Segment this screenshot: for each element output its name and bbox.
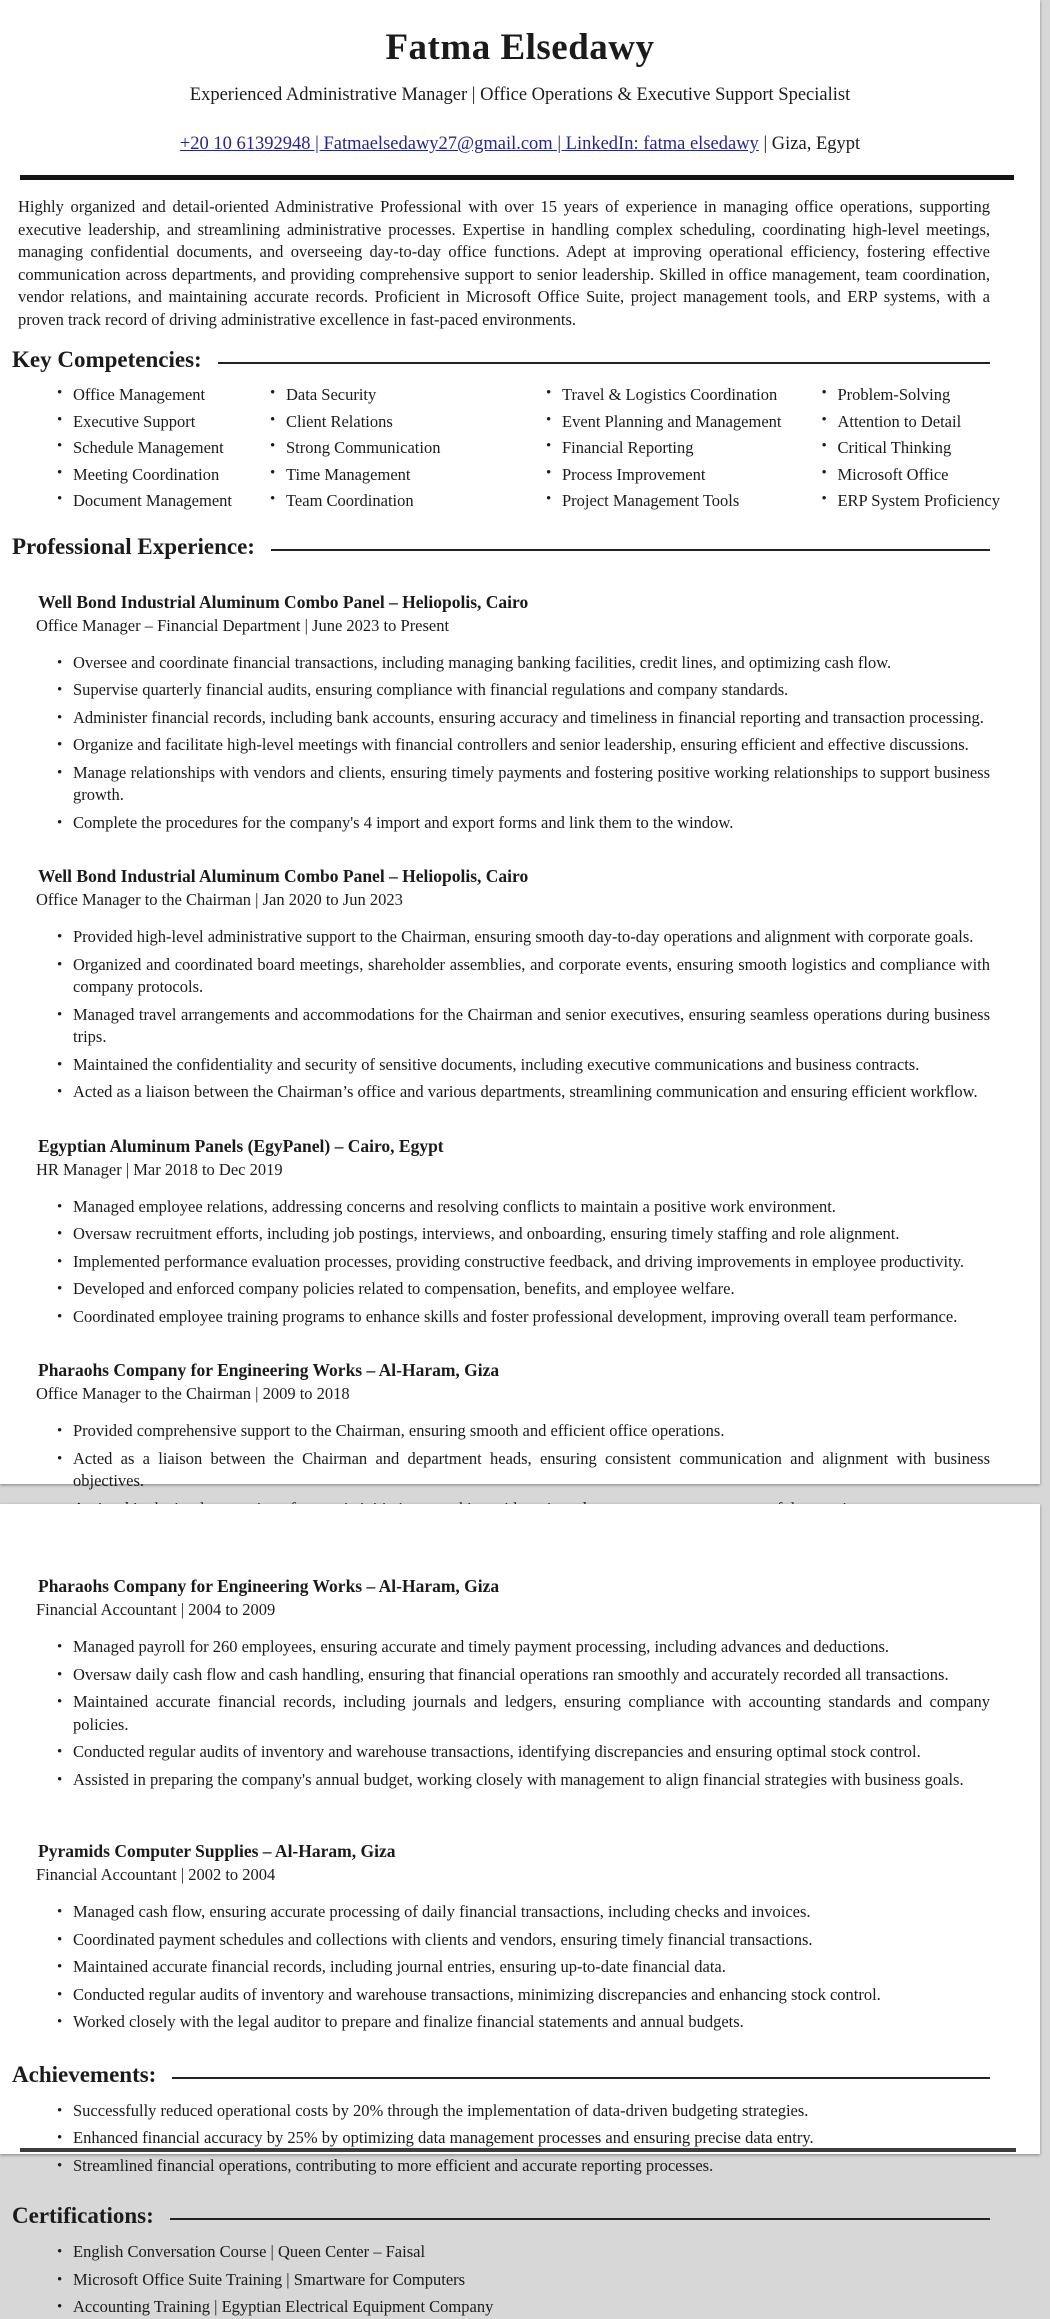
competency-label: Data Security bbox=[286, 385, 377, 404]
competency-item bbox=[270, 412, 546, 432]
competency-label: Project Management Tools bbox=[562, 491, 740, 510]
job-entry bbox=[0, 1576, 1040, 1791]
job-bullet bbox=[57, 734, 990, 757]
bullet-icon: • bbox=[57, 1639, 63, 1655]
bullet-icon: • bbox=[546, 491, 552, 507]
competency-label: Schedule Management bbox=[73, 438, 224, 457]
job-bullet bbox=[57, 1223, 990, 1246]
section-title: Key Competencies: bbox=[12, 347, 202, 372]
competency-label: Travel & Logistics Coordination bbox=[562, 385, 778, 404]
certification-text: Microsoft Office Suite Training | Smartware for Computers bbox=[73, 2269, 466, 2289]
job-company: Pharaohs Company for Engineering Works – Al-Haram, Giza bbox=[38, 1576, 500, 1596]
job-role-dates: HR Manager | Mar 2018 to Dec 2019 bbox=[36, 1159, 283, 1179]
bullet-icon: • bbox=[57, 814, 63, 831]
bullet-icon: • bbox=[57, 2130, 63, 2146]
competency-label: Strong Communication bbox=[286, 438, 441, 457]
job-company: Well Bond Industrial Aluminum Combo Panel – Heliopolis, Cairo bbox=[38, 591, 529, 612]
bullet-icon: • bbox=[57, 654, 63, 671]
bullet-icon: • bbox=[546, 438, 552, 454]
bullet-icon: • bbox=[57, 1959, 63, 1975]
competency-item bbox=[57, 465, 270, 485]
job-bullet-text: Managed employee relations, addressing concerns and resolving conflicts to maintain a positive work environment. bbox=[73, 1196, 836, 1216]
achievement-item bbox=[57, 2100, 990, 2123]
contact-links[interactable]: +20 10 61392948 | Fatmaelsedawy27@gmail.com | LinkedIn: fatma elsedawy bbox=[179, 134, 759, 154]
bullet-icon: • bbox=[821, 464, 827, 481]
competency-label: Client Relations bbox=[286, 411, 393, 431]
competency-label: Microsoft Office bbox=[837, 464, 949, 484]
competency-label: Meeting Coordination bbox=[73, 464, 220, 484]
professional-summary: Highly organized and detail-oriented Administrative Professional with over 15 years of experience in managing office operations, supporting executive leadership, and streamlining administrative processes. Expertise in handling complex scheduling, coordinating high-level meetings, managing confidential documents, and overseeing day-to-day office functions. Adept at improving operational efficiency, fostering effective communication across departments, and providing comprehensive support to senior leadership. Skilled in office management, team coordination, vendor relations, and maintaining accurate records. Proficient in Microsoft Office Suite, project management tools, and ERP systems, with a proven track record of driving administrative excellence in fast-paced environments. bbox=[18, 197, 990, 329]
candidate-name: Fatma Elsedawy bbox=[385, 27, 655, 68]
achievement-item bbox=[57, 2155, 990, 2178]
section-rule bbox=[271, 549, 990, 551]
competencies-grid bbox=[57, 385, 1000, 518]
competency-item bbox=[546, 491, 821, 511]
experience-list-page-2 bbox=[0, 1576, 1040, 2034]
certifications-list bbox=[0, 2241, 1040, 2319]
job-bullet bbox=[57, 1420, 990, 1443]
job-company: Egyptian Aluminum Panels (EgyPanel) – Cairo, Egypt bbox=[38, 1135, 444, 1156]
job-bullet bbox=[57, 679, 990, 702]
job-bullet-text: Assisted in preparing the company's annual budget, working closely with management to align financial strategies with business goals. bbox=[73, 1769, 964, 1789]
job-entry bbox=[0, 1841, 1040, 2034]
competency-column bbox=[546, 385, 821, 518]
bullet-icon: • bbox=[57, 1006, 63, 1023]
bullet-icon: • bbox=[57, 1666, 63, 1683]
competency-item bbox=[270, 491, 546, 511]
job-bullet bbox=[57, 812, 990, 835]
job-bullet bbox=[57, 926, 990, 949]
achievements-list bbox=[0, 2100, 1040, 2178]
competency-label: Process Improvement bbox=[562, 464, 706, 484]
certification-text: Accounting Training | Egyptian Electrical Equipment Company bbox=[73, 2297, 494, 2316]
job-bullet bbox=[57, 1448, 990, 1493]
competency-label: Executive Support bbox=[73, 411, 196, 431]
job-bullet-text: Coordinated payment schedules and collections with clients and vendors, ensuring timely financial transactions. bbox=[73, 1929, 813, 1949]
job-bullet-list bbox=[0, 1901, 1040, 2034]
job-company: Pharaohs Company for Engineering Works – Al-Haram, Giza bbox=[38, 1360, 500, 1380]
job-bullet bbox=[57, 1769, 990, 1792]
competency-label: Team Coordination bbox=[286, 491, 414, 510]
job-bullet bbox=[57, 1664, 990, 1687]
bullet-icon: • bbox=[57, 1450, 63, 1467]
job-bullet-text: Acted as a liaison between the Chairman and department heads, ensuring consistent communication and alignment with business objectives. bbox=[73, 1448, 990, 1490]
bullet-icon: • bbox=[57, 1931, 63, 1948]
competency-item bbox=[821, 491, 1000, 511]
bullet-icon: • bbox=[57, 956, 63, 973]
bullet-icon: • bbox=[57, 1986, 63, 2003]
section-rule bbox=[170, 2218, 990, 2220]
job-bullet-text: Organize and facilitate high-level meetings with financial controllers and senior leadership, ensuring efficient and effective discussions. bbox=[73, 735, 969, 754]
job-role-dates: Office Manager to the Chairman | 2009 to 2018 bbox=[36, 1384, 350, 1403]
bullet-icon: • bbox=[546, 411, 552, 428]
job-role-dates: Financial Accountant | 2002 to 2004 bbox=[36, 1865, 276, 1884]
job-bullet bbox=[57, 1929, 990, 1952]
competency-column bbox=[270, 385, 546, 518]
bullet-icon: • bbox=[57, 737, 63, 753]
job-bullet bbox=[57, 1251, 990, 1274]
bullet-icon: • bbox=[57, 1056, 63, 1073]
job-role-dates: Office Manager to the Chairman | Jan 2020 to Jun 2023 bbox=[36, 890, 403, 909]
job-bullet-text: Provided comprehensive support to the Chairman, ensuring smooth and efficient office operations. bbox=[73, 1421, 725, 1440]
bullet-icon: • bbox=[57, 438, 63, 454]
competency-item bbox=[546, 465, 821, 485]
job-bullet-text: Administer financial records, including bank accounts, ensuring accuracy and timeliness in financial reporting and transaction processing. bbox=[73, 707, 984, 727]
competency-item bbox=[546, 412, 821, 432]
job-bullet-text: Maintained accurate financial records, including journals and ledgers, ensuring compliance with accounting standards and company policies. bbox=[73, 1692, 990, 1734]
competency-item bbox=[57, 438, 270, 458]
bullet-icon: • bbox=[270, 411, 276, 428]
job-bullet-list bbox=[0, 926, 1040, 1104]
job-bullet bbox=[57, 762, 990, 807]
competency-item bbox=[57, 491, 270, 511]
competency-label: Office Management bbox=[73, 385, 206, 404]
bullet-icon: • bbox=[546, 385, 552, 401]
competency-label: Attention to Detail bbox=[837, 411, 962, 431]
bullet-icon: • bbox=[57, 1771, 63, 1788]
job-bullet-text: Provided high-level administrative support to the Chairman, ensuring smooth day-to-day operations and alignment with corporate goals. bbox=[73, 927, 974, 946]
job-bullet-text: Managed travel arrangements and accommodations for the Chairman and senior executives, ensuring seamless operations during business trips. bbox=[73, 1004, 990, 1046]
job-bullet-text: Managed payroll for 260 employees, ensuring accurate and timely payment processing, including advances and deductions. bbox=[73, 1637, 890, 1656]
job-bullet-text: Oversee and coordinate financial transactions, including managing banking facilities, credit lines, and optimizing cash flow. bbox=[73, 652, 892, 672]
section-heading-achievements bbox=[12, 2062, 990, 2088]
job-company: Well Bond Industrial Aluminum Combo Panel – Heliopolis, Cairo bbox=[38, 866, 529, 886]
achievement-text: Successfully reduced operational costs by 20% through the implementation of data-driven budgeting strategies. bbox=[73, 2100, 809, 2120]
competency-item bbox=[57, 412, 270, 432]
competency-label: Problem-Solving bbox=[837, 385, 951, 404]
job-bullet-text: Developed and enforced company policies related to compensation, benefits, and employee welfare. bbox=[73, 1279, 735, 1298]
bullet-icon: • bbox=[57, 1226, 63, 1242]
certification-item bbox=[57, 2241, 990, 2264]
competency-label: Financial Reporting bbox=[562, 438, 694, 457]
competency-label: Critical Thinking bbox=[837, 438, 952, 457]
bullet-icon: • bbox=[821, 385, 827, 401]
certification-item bbox=[57, 2269, 990, 2292]
competency-item bbox=[270, 438, 546, 458]
competency-label: Document Management bbox=[73, 491, 232, 510]
job-entry bbox=[0, 1136, 1040, 1329]
job-bullet bbox=[57, 1278, 990, 1301]
competency-item bbox=[546, 438, 821, 458]
job-bullet bbox=[57, 652, 990, 675]
job-bullet bbox=[57, 1196, 990, 1219]
bullet-icon: • bbox=[57, 764, 63, 781]
job-bullet bbox=[57, 1691, 990, 1736]
competency-column bbox=[821, 385, 1000, 518]
bullet-icon: • bbox=[57, 1308, 63, 1325]
job-role-dates: Financial Accountant | 2004 to 2009 bbox=[36, 1600, 276, 1619]
job-bullet bbox=[57, 1054, 990, 1077]
job-bullet-text: Maintained accurate financial records, including journal entries, ensuring up-to-date financial data. bbox=[73, 1957, 726, 1976]
bullet-icon: • bbox=[57, 2244, 63, 2260]
bullet-icon: • bbox=[821, 491, 827, 507]
job-bullet bbox=[57, 1741, 990, 1764]
job-role-dates: Office Manager – Financial Department | June 2023 to Present bbox=[36, 615, 450, 635]
section-heading-professional-experience bbox=[12, 534, 990, 560]
bullet-icon: • bbox=[270, 464, 276, 481]
bullet-icon: • bbox=[821, 411, 827, 428]
job-bullet bbox=[57, 1636, 990, 1659]
job-bullet bbox=[57, 1081, 990, 1104]
job-bullet-text: Acted as a liaison between the Chairman’s office and various departments, streamlining communication and ensuring efficient workflow. bbox=[73, 1082, 978, 1101]
bullet-icon: • bbox=[270, 385, 276, 401]
section-rule bbox=[218, 362, 990, 364]
bullet-icon: • bbox=[57, 1744, 63, 1760]
bullet-icon: • bbox=[57, 2299, 63, 2315]
bullet-icon: • bbox=[57, 929, 63, 945]
competency-item bbox=[270, 465, 546, 485]
bullet-icon: • bbox=[57, 491, 63, 507]
bullet-icon: • bbox=[546, 464, 552, 481]
job-bullet bbox=[57, 1984, 990, 2007]
job-bullet bbox=[57, 954, 990, 999]
certification-item bbox=[57, 2296, 990, 2319]
bullet-icon: • bbox=[57, 1423, 63, 1439]
job-bullet-text: Managed cash flow, ensuring accurate processing of daily financial transactions, including checks and invoices. bbox=[73, 1902, 811, 1921]
competency-item bbox=[270, 385, 546, 405]
achievement-text: Enhanced financial accuracy by 25% by optimizing data management processes and ensuring precise data entry. bbox=[73, 2128, 814, 2147]
bottom-divider bbox=[20, 2148, 1016, 2152]
competency-item bbox=[821, 412, 1000, 432]
competency-column bbox=[57, 385, 270, 518]
competency-item bbox=[821, 465, 1000, 485]
job-bullet-text: Maintained the confidentiality and security of sensitive documents, including executive communications and business contracts. bbox=[73, 1054, 920, 1074]
bullet-icon: • bbox=[57, 1281, 63, 1297]
bullet-icon: • bbox=[57, 2014, 63, 2030]
bullet-icon: • bbox=[57, 1198, 63, 1215]
competency-label: Time Management bbox=[286, 464, 411, 484]
job-bullet-list bbox=[0, 1196, 1040, 1329]
contact-location: | Giza, Egypt bbox=[758, 134, 861, 154]
bullet-icon: • bbox=[57, 385, 63, 401]
bullet-icon: • bbox=[57, 2157, 63, 2174]
bullet-icon: • bbox=[57, 2271, 63, 2288]
job-bullet-list bbox=[0, 652, 1040, 835]
job-bullet-text: Conducted regular audits of inventory and warehouse transactions, minimizing discrepancies and enhancing stock control. bbox=[73, 1984, 881, 2004]
bullet-icon: • bbox=[57, 1084, 63, 1100]
job-bullet-list bbox=[0, 1636, 1040, 1791]
achievement-text: Streamlined financial operations, contributing to more efficient and accurate reporting processes. bbox=[73, 2155, 714, 2175]
job-bullet bbox=[57, 1306, 990, 1329]
job-bullet bbox=[57, 2011, 990, 2034]
resume-page-2 bbox=[0, 1504, 1040, 2316]
achievement-item bbox=[57, 2127, 990, 2150]
job-bullet-text: Manage relationships with vendors and clients, ensuring timely payments and fostering positive working relationships to support business growth. bbox=[73, 762, 990, 804]
bullet-icon: • bbox=[57, 464, 63, 481]
bullet-icon: • bbox=[821, 438, 827, 454]
competency-item bbox=[821, 438, 1000, 458]
job-bullet-text: Worked closely with the legal auditor to prepare and finalize financial statements and annual budgets. bbox=[73, 2012, 744, 2031]
contact-line bbox=[0, 134, 1040, 155]
bullet-icon: • bbox=[57, 682, 63, 698]
experience-list-page-1 bbox=[0, 592, 1040, 1576]
job-bullet bbox=[57, 1004, 990, 1049]
bullet-icon: • bbox=[270, 438, 276, 454]
candidate-tagline: Experienced Administrative Manager | Office Operations & Executive Support Specialist bbox=[189, 85, 851, 105]
job-entry bbox=[0, 592, 1040, 835]
competency-label: ERP System Proficiency bbox=[837, 491, 1000, 510]
section-heading-key-competencies bbox=[12, 347, 990, 373]
section-title: Certifications: bbox=[12, 2203, 154, 2228]
job-bullet-text: Supervise quarterly financial audits, ensuring compliance with financial regulations and company standards. bbox=[73, 680, 789, 699]
bullet-icon: • bbox=[270, 491, 276, 507]
competency-label: Event Planning and Management bbox=[562, 411, 782, 431]
job-bullet-text: Oversaw recruitment efforts, including job postings, interviews, and onboarding, ensuring timely staffing and role alignment. bbox=[73, 1224, 900, 1243]
job-bullet bbox=[57, 1901, 990, 1924]
bullet-icon: • bbox=[57, 709, 63, 726]
bullet-icon: • bbox=[57, 1694, 63, 1710]
job-bullet-text: Complete the procedures for the company's 4 import and export forms and link them to the window. bbox=[73, 812, 734, 832]
bullet-icon: • bbox=[57, 411, 63, 428]
section-heading-certifications bbox=[12, 2203, 990, 2229]
bullet-icon: • bbox=[57, 1253, 63, 1270]
job-company: Pyramids Computer Supplies – Al-Haram, Giza bbox=[38, 1841, 396, 1861]
job-bullet-text: Oversaw daily cash flow and cash handling, ensuring that financial operations ran smoothly and accurately recorded all transactions. bbox=[73, 1664, 949, 1684]
job-entry bbox=[0, 866, 1040, 1104]
job-bullet-text: Implemented performance evaluation processes, providing constructive feedback, and driving improvements in employee productivity. bbox=[73, 1251, 965, 1271]
competency-item bbox=[821, 385, 1000, 405]
job-bullet-text: Conducted regular audits of inventory and warehouse transactions, identifying discrepancies and ensuring optimal stock control. bbox=[73, 1742, 921, 1761]
job-bullet-text: Organized and coordinated board meetings, shareholder assemblies, and corporate events, ensuring smooth logistics and compliance with company protocols. bbox=[73, 954, 990, 996]
bullet-icon: • bbox=[57, 2102, 63, 2119]
header-divider bbox=[20, 175, 1014, 180]
section-title: Professional Experience: bbox=[12, 533, 255, 559]
job-bullet bbox=[57, 1956, 990, 1979]
competency-item bbox=[546, 385, 821, 405]
certification-text: English Conversation Course | Queen Center – Faisal bbox=[73, 2242, 426, 2261]
bullet-icon: • bbox=[57, 1904, 63, 1920]
job-bullet bbox=[57, 707, 990, 730]
section-title: Achievements: bbox=[12, 2061, 157, 2087]
section-rule bbox=[172, 2077, 990, 2079]
job-bullet-text: Coordinated employee training programs to enhance skills and foster professional development, improving overall team performance. bbox=[73, 1306, 958, 1326]
competency-item bbox=[57, 385, 270, 405]
